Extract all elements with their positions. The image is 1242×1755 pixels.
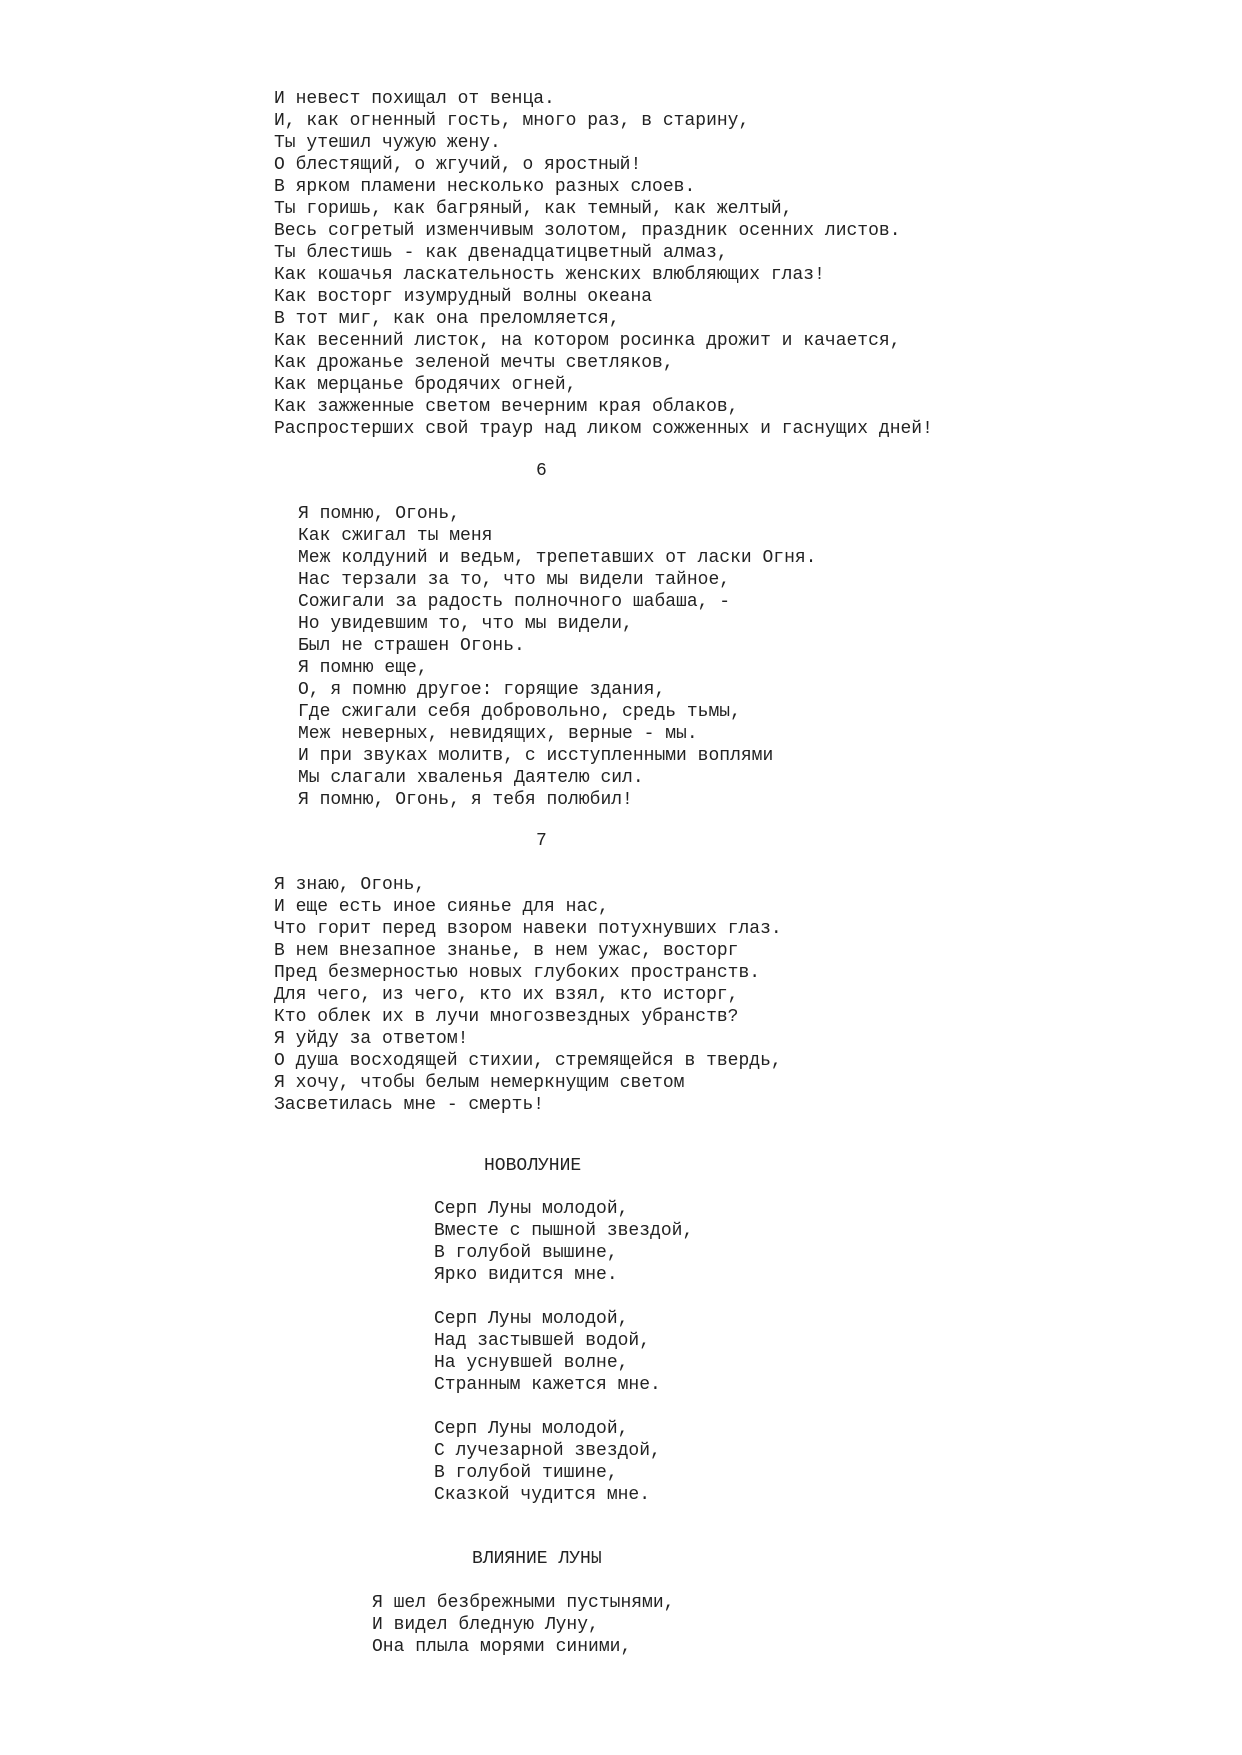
poem-vliyanie-luny [372, 1592, 674, 1658]
poem-line: Для чего, из чего, кто их взял, кто исторг, [274, 985, 739, 1005]
poem-line: Распростерших свой траур над ликом сожженных и гаснущих дней! [274, 419, 933, 439]
poem-line: Я шел безбрежными пустынями, [372, 1593, 675, 1613]
poem-line: И видел бледную Луну, [372, 1615, 599, 1635]
poem-line: Меж колдуний и ведьм, трепетавших от ласки Огня. [298, 548, 817, 568]
poem-line: Серп Луны молодой, [434, 1419, 629, 1439]
poem-line: Как дрожанье зеленой мечты светляков, [274, 353, 674, 373]
poem-line: И при звуках молитв, с исступленными воплями [298, 746, 774, 766]
poem-line: Я уйду за ответом! [274, 1029, 469, 1049]
poem-line: Где сжигали себя добровольно, средь тьмы, [298, 702, 741, 722]
section-7-number: 7 [536, 831, 547, 851]
poem-line: В голубой тишине, [434, 1463, 618, 1483]
poem-line: Как весенний листок, на котором росинка дрожит и качается, [274, 331, 901, 351]
poem-line: Как кошачья ласкательность женских влюбляющих глаз! [274, 265, 825, 285]
poem-line: Серп Луны молодой, [434, 1199, 629, 1219]
poem-line: Засветилась мне - смерть! [274, 1095, 545, 1115]
poem-line: И невест похищал от венца. [274, 89, 555, 109]
poem-line: Странным кажется мне. [434, 1375, 661, 1395]
poem-line: О блестящий, о жгучий, о яростный! [274, 155, 642, 175]
poem-line: Нас терзали за то, что мы видели тайное, [298, 570, 731, 590]
poem-line: Серп Луны молодой, [434, 1309, 629, 1329]
poem-line: С лучезарной звездой, [434, 1441, 661, 1461]
poem-line: Ты утешил чужую жену. [274, 133, 501, 153]
stanza-gap [434, 1286, 693, 1308]
poem-line: И, как огненный гость, много раз, в старину, [274, 111, 750, 131]
poem-line: В нем внезапное знанье, в нем ужас, восторг [274, 941, 739, 961]
stanza-gap [434, 1396, 693, 1418]
poem-line: Меж неверных, невидящих, верные - мы. [298, 724, 698, 744]
poem-section-7 [274, 874, 782, 1116]
poem-line: Весь согретый изменчивым золотом, праздник осенних листов. [274, 221, 901, 241]
poem-novolunie [434, 1198, 693, 1506]
poem-line: На уснувшей волне, [434, 1353, 629, 1373]
poem-section-5-tail [274, 88, 933, 440]
poem-title-novolunie: НОВОЛУНИЕ [484, 1156, 582, 1176]
poem-line: О душа восходящей стихии, стремящейся в твердь, [274, 1051, 782, 1071]
poem-line: В ярком пламени несколько разных слоев. [274, 177, 696, 197]
poem-section-6 [298, 503, 816, 811]
poem-line: Был не страшен Огонь. [298, 636, 525, 656]
poem-line: Она плыла морями синими, [372, 1637, 632, 1657]
poem-line: Я помню, Огонь, я тебя полюбил! [298, 790, 633, 810]
poem-line: Но увидевшим то, что мы видели, [298, 614, 633, 634]
poem-line: Как мерцанье бродячих огней, [274, 375, 577, 395]
poem-line: Что горит перед взором навеки потухнувших глаз. [274, 919, 782, 939]
poem-line: Я помню, Огонь, [298, 504, 461, 524]
poem-line: Пред безмерностью новых глубоких пространств. [274, 963, 761, 983]
poem-line: Как сжигал ты меня [298, 526, 493, 546]
poem-line: Как зажженные светом вечерним края облаков, [274, 397, 739, 417]
poem-line: В голубой вышине, [434, 1243, 618, 1263]
poem-line: Сказкой чудится мне. [434, 1485, 651, 1505]
poem-line: Мы слагали хваленья Даятелю сил. [298, 768, 644, 788]
poem-line: И еще есть иное сиянье для нас, [274, 897, 609, 917]
poem-line: Вместе с пышной звездой, [434, 1221, 694, 1241]
poem-line: Я помню еще, [298, 658, 428, 678]
poem-line: Кто облек их в лучи многозвездных убранств? [274, 1007, 739, 1027]
poem-line: Сожигали за радость полночного шабаша, - [298, 592, 731, 612]
poem-line: Я знаю, Огонь, [274, 875, 426, 895]
poem-line: О, я помню другое: горящие здания, [298, 680, 666, 700]
poem-line: Ты горишь, как багряный, как темный, как желтый, [274, 199, 793, 219]
poem-line: Я хочу, чтобы белым немеркнущим светом [274, 1073, 685, 1093]
section-6-number: 6 [536, 461, 547, 481]
poem-line: Как восторг изумрудный волны океана [274, 287, 653, 307]
poem-line: Над застывшей водой, [434, 1331, 651, 1351]
poem-line: Ярко видится мне. [434, 1265, 618, 1285]
poem-line: Ты блестишь - как двенадцатицветный алмаз, [274, 243, 728, 263]
poem-line: В тот миг, как она преломляется, [274, 309, 620, 329]
poem-title-vliyanie-luny: ВЛИЯНИЕ ЛУНЫ [472, 1549, 602, 1569]
